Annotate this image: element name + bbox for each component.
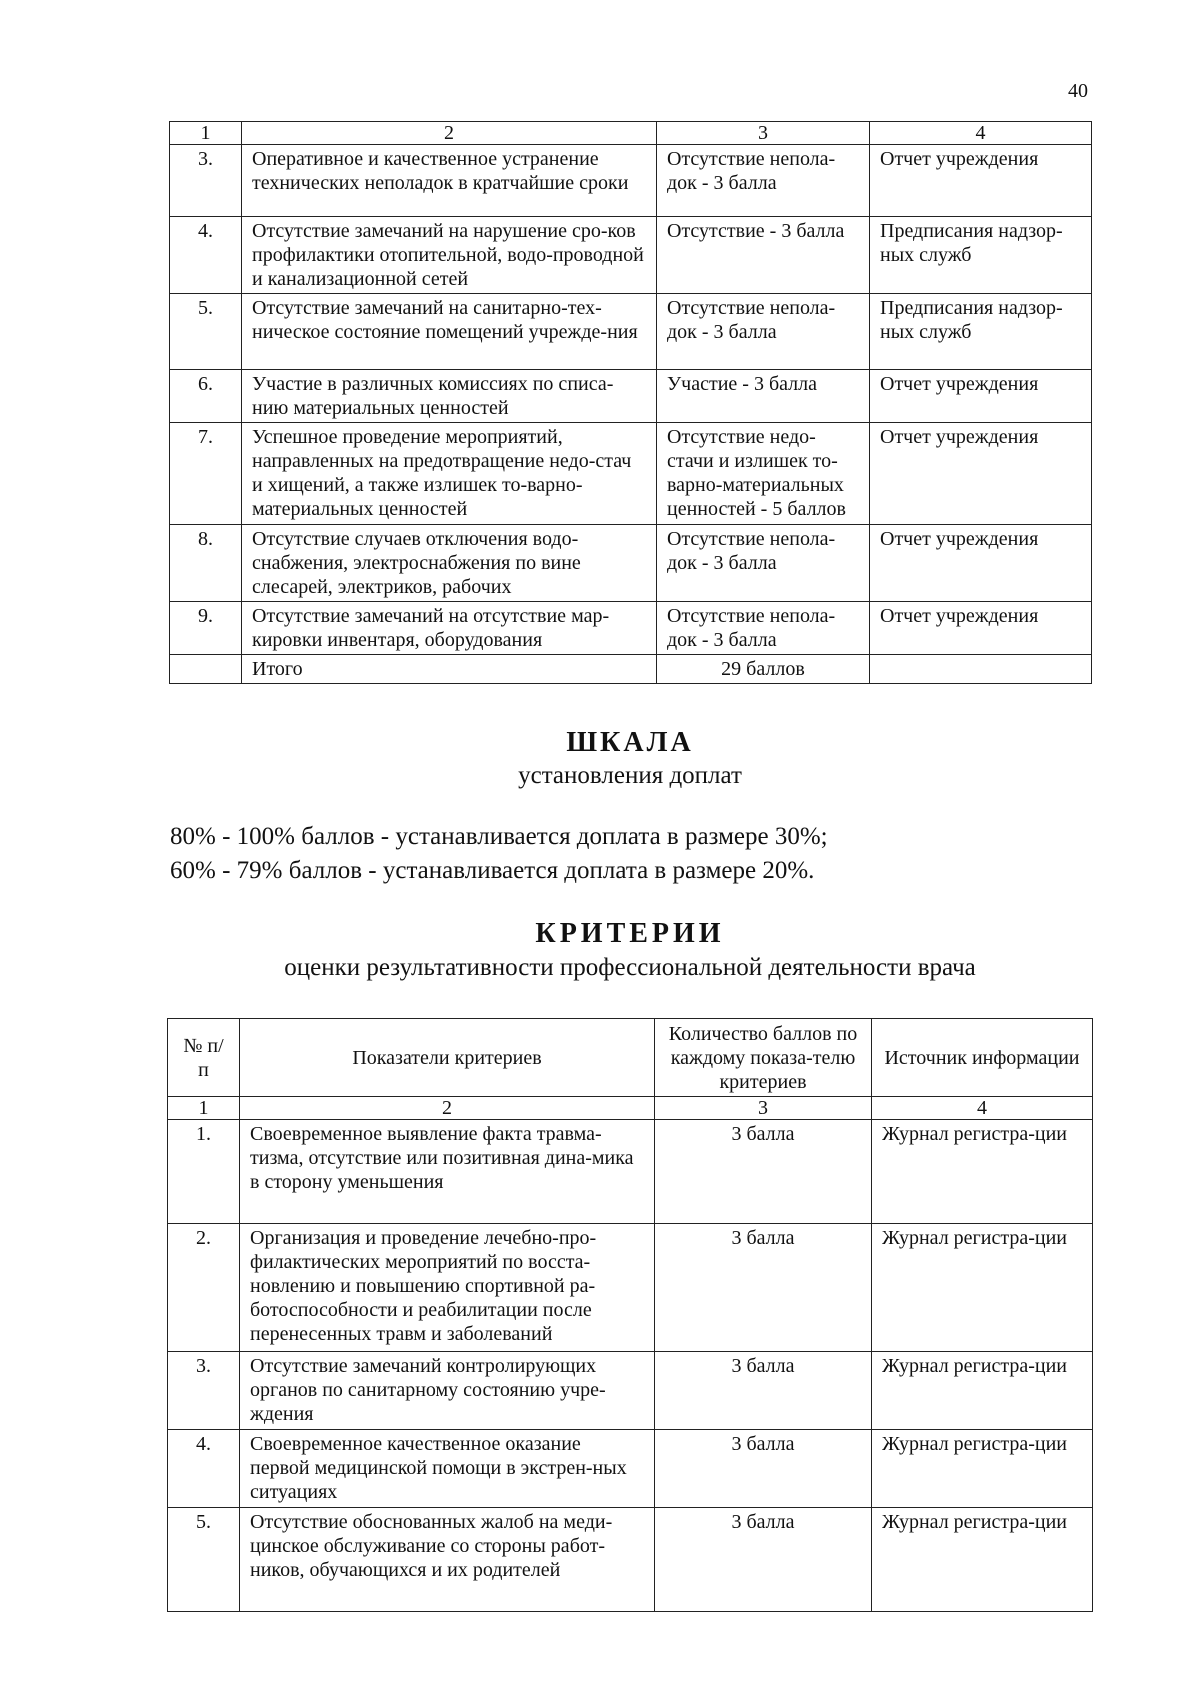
- header-points: Количество баллов по каждому показа-телю критериев: [655, 1019, 872, 1097]
- column-number: 1: [168, 1097, 240, 1120]
- points-cell: 3 балла: [655, 1352, 872, 1430]
- doctor-criteria-table: [167, 1018, 1093, 1612]
- indicator-cell: Отсутствие замечаний контролирующих органов по санитарному состоянию учре-ждения: [240, 1352, 655, 1430]
- header-num: № п/п: [168, 1019, 240, 1097]
- points-cell: 3 балла: [655, 1508, 872, 1612]
- indicator-cell: Отсутствие замечаний на нарушение сро-ков профилактики отопительной, водо-проводной и канализационной сетей: [242, 217, 657, 294]
- source-cell: Отчет учреждения: [870, 145, 1092, 217]
- row-number: 5.: [168, 1508, 240, 1612]
- table-row: [168, 1430, 1093, 1508]
- row-number: 4.: [170, 217, 242, 294]
- header-row: [168, 1019, 1093, 1097]
- total-value: 29 баллов: [657, 655, 870, 684]
- source-cell: Журнал регистра-ции: [872, 1120, 1093, 1224]
- scale-line: 80% - 100% баллов - устанавливается доплата в размере 30%;: [170, 823, 828, 850]
- source-cell: Журнал регистра-ции: [872, 1508, 1093, 1612]
- total-label: Итого: [242, 655, 657, 684]
- source-cell: Журнал регистра-ции: [872, 1224, 1093, 1352]
- source-cell: Отчет учреждения: [870, 602, 1092, 655]
- empty-cell: [170, 655, 242, 684]
- table-row: [170, 145, 1092, 217]
- row-number: 6.: [170, 370, 242, 423]
- points-cell: Отсутствие непола-док - 3 балла: [657, 294, 870, 370]
- points-cell: Отсутствие непола-док - 3 балла: [657, 525, 870, 602]
- table-row: [170, 525, 1092, 602]
- points-cell: Отсутствие недо-стачи и излишек то-варно-материальных ценностей - 5 баллов: [657, 423, 870, 525]
- table-row: [168, 1120, 1093, 1224]
- column-number: 4: [870, 122, 1092, 145]
- source-cell: Предписания надзор-ных служб: [870, 294, 1092, 370]
- row-number: 5.: [170, 294, 242, 370]
- source-cell: Журнал регистра-ции: [872, 1430, 1093, 1508]
- source-cell: Отчет учреждения: [870, 370, 1092, 423]
- points-cell: 3 балла: [655, 1224, 872, 1352]
- column-number: 3: [655, 1097, 872, 1120]
- indicator-cell: Оперативное и качественное устранение технических неполадок в кратчайшие сроки: [242, 145, 657, 217]
- column-number: 2: [240, 1097, 655, 1120]
- row-number: 8.: [170, 525, 242, 602]
- points-cell: Отсутствие непола-док - 3 балла: [657, 145, 870, 217]
- indicator-cell: Успешное проведение мероприятий, направленных на предотвращение недо-стач и хищений, а также излишек то-варно-материальных ценностей: [242, 423, 657, 525]
- indicator-cell: Отсутствие случаев отключения водо-снабжения, электроснабжения по вине слесарей, электриков, рабочих: [242, 525, 657, 602]
- table-row: [170, 602, 1092, 655]
- source-cell: Предписания надзор-ных служб: [870, 217, 1092, 294]
- points-cell: 3 балла: [655, 1430, 872, 1508]
- points-cell: Отсутствие - 3 балла: [657, 217, 870, 294]
- total-row: [170, 655, 1092, 684]
- source-cell: Отчет учреждения: [870, 423, 1092, 525]
- column-number: 2: [242, 122, 657, 145]
- points-cell: 3 балла: [655, 1120, 872, 1224]
- scale-subtitle: установления доплат: [518, 762, 742, 789]
- table-row: [168, 1224, 1093, 1352]
- indicator-cell: Своевременное выявление факта травма-тизма, отсутствие или позитивная дина-мика в сторону уменьшения: [240, 1120, 655, 1224]
- empty-cell: [870, 655, 1092, 684]
- table-row: [170, 423, 1092, 525]
- criteria-subtitle: оценки результативности профессиональной деятельности врача: [284, 954, 976, 981]
- source-cell: Отчет учреждения: [870, 525, 1092, 602]
- row-number: 4.: [168, 1430, 240, 1508]
- table-row: [168, 1352, 1093, 1430]
- row-number: 1.: [168, 1120, 240, 1224]
- table-row: [170, 294, 1092, 370]
- table-row: [170, 217, 1092, 294]
- indicator-cell: Отсутствие замечаний на санитарно-тех-ническое состояние помещений учрежде-ния: [242, 294, 657, 370]
- source-cell: Журнал регистра-ции: [872, 1352, 1093, 1430]
- column-number: 4: [872, 1097, 1093, 1120]
- indicator-cell: Участие в различных комиссиях по списа-нию материальных ценностей: [242, 370, 657, 423]
- column-number: 1: [170, 122, 242, 145]
- table-row: [168, 1508, 1093, 1612]
- page-number: 40: [1068, 80, 1088, 102]
- column-number-row: [170, 122, 1092, 145]
- row-number: 3.: [170, 145, 242, 217]
- scale-line: 60% - 79% баллов - устанавливается доплата в размере 20%.: [170, 857, 815, 884]
- row-number: 3.: [168, 1352, 240, 1430]
- indicator-cell: Организация и проведение лечебно-про-филактических мероприятий по восста-новлению и повышению спортивной ра-ботоспособности и реабилитации после перенесенных травм и заболеваний: [240, 1224, 655, 1352]
- indicator-cell: Своевременное качественное оказание первой медицинской помощи в экстрен-ных ситуациях: [240, 1430, 655, 1508]
- criteria-title: КРИТЕРИИ: [535, 918, 725, 949]
- column-number: 3: [657, 122, 870, 145]
- row-number: 9.: [170, 602, 242, 655]
- header-source: Источник информации: [872, 1019, 1093, 1097]
- maintenance-criteria-table: [169, 121, 1092, 684]
- points-cell: Участие - 3 балла: [657, 370, 870, 423]
- column-number-row: [168, 1097, 1093, 1120]
- row-number: 7.: [170, 423, 242, 525]
- points-cell: Отсутствие непола-док - 3 балла: [657, 602, 870, 655]
- table-row: [170, 370, 1092, 423]
- header-indicator: Показатели критериев: [240, 1019, 655, 1097]
- scale-title: ШКАЛА: [566, 727, 694, 758]
- row-number: 2.: [168, 1224, 240, 1352]
- indicator-cell: Отсутствие обоснованных жалоб на меди-цинское обслуживание со стороны работ-ников, обучающихся и их родителей: [240, 1508, 655, 1612]
- indicator-cell: Отсутствие замечаний на отсутствие мар-кировки инвентаря, оборудования: [242, 602, 657, 655]
